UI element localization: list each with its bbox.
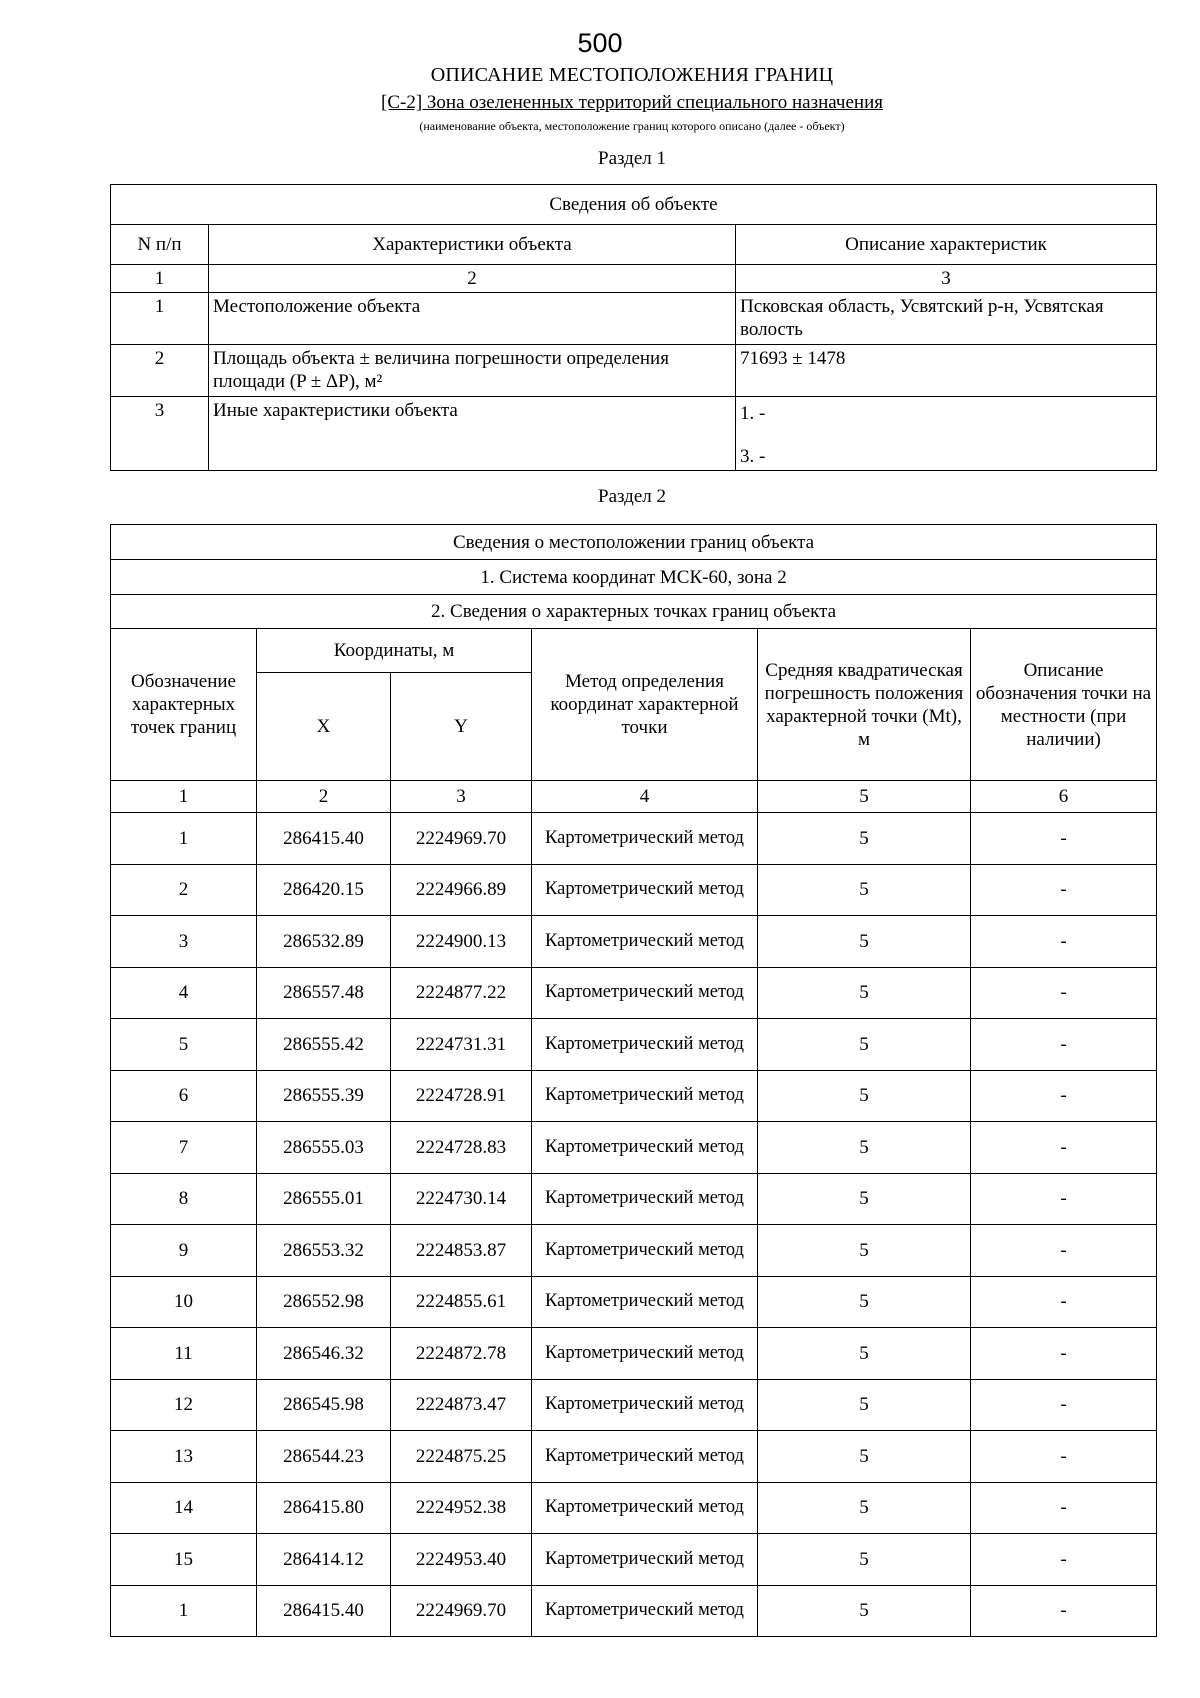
- header-number: N п/п: [111, 225, 209, 265]
- col-number: 3: [736, 265, 1157, 293]
- coord-x: 286555.39: [257, 1070, 391, 1122]
- point-number: 6: [111, 1070, 257, 1122]
- point-description: -: [971, 916, 1157, 968]
- coord-y: 2224875.25: [391, 1431, 532, 1483]
- coord-y: 2224953.40: [391, 1534, 532, 1586]
- mt-error: 5: [758, 1482, 971, 1534]
- point-description: -: [971, 1173, 1157, 1225]
- coord-x: 286553.32: [257, 1225, 391, 1277]
- point-description: -: [971, 1482, 1157, 1534]
- method: Картометрический метод: [532, 1122, 758, 1174]
- table-row: [111, 397, 1157, 471]
- point-description: -: [971, 1431, 1157, 1483]
- location-info-title: Сведения о местоположении границ объекта: [111, 525, 1157, 560]
- coordinate-system: 1. Система координат МСК-60, зона 2: [111, 560, 1157, 595]
- col-number: 1: [111, 265, 209, 293]
- mt-error: 5: [758, 813, 971, 865]
- method: Картометрический метод: [532, 1482, 758, 1534]
- coord-y: 2224728.83: [391, 1122, 532, 1174]
- method: Картометрический метод: [532, 1173, 758, 1225]
- coord-x: 286415.40: [257, 1585, 391, 1637]
- row-characteristic: Местоположение объекта: [209, 293, 736, 345]
- coord-y: 2224730.14: [391, 1173, 532, 1225]
- point-number: 5: [111, 1019, 257, 1071]
- point-description: -: [971, 1122, 1157, 1174]
- point-description: -: [971, 1276, 1157, 1328]
- method: Картометрический метод: [532, 1070, 758, 1122]
- coord-y: 2224966.89: [391, 864, 532, 916]
- coord-y: 2224952.38: [391, 1482, 532, 1534]
- method: Картометрический метод: [532, 967, 758, 1019]
- coord-y: 2224900.13: [391, 916, 532, 968]
- coord-x: 286546.32: [257, 1328, 391, 1380]
- description-line: 3. -: [740, 446, 766, 467]
- point-number: 8: [111, 1173, 257, 1225]
- coord-x: 286552.98: [257, 1276, 391, 1328]
- mt-error: 5: [758, 1328, 971, 1380]
- table-row: [111, 1534, 1157, 1586]
- point-number: 1: [111, 813, 257, 865]
- mt-error: 5: [758, 1070, 971, 1122]
- header-y: Y: [391, 673, 532, 781]
- mt-error: 5: [758, 1173, 971, 1225]
- header-description: Описание характеристик: [736, 225, 1157, 265]
- points-title: 2. Сведения о характерных точках границ объекта: [111, 595, 1157, 629]
- table-row: [111, 1225, 1157, 1277]
- table-row: [111, 345, 1157, 397]
- header-x: X: [257, 673, 391, 781]
- table-row: [111, 864, 1157, 916]
- method: Картометрический метод: [532, 1276, 758, 1328]
- mt-error: 5: [758, 967, 971, 1019]
- coord-y: 2224873.47: [391, 1379, 532, 1431]
- row-characteristic: Иные характеристики объекта: [209, 397, 736, 471]
- point-description: -: [971, 864, 1157, 916]
- row-number: 1: [111, 293, 209, 345]
- point-description: -: [971, 967, 1157, 1019]
- method: Картометрический метод: [532, 1534, 758, 1586]
- table-row: [111, 1379, 1157, 1431]
- coord-x: 286545.98: [257, 1379, 391, 1431]
- coord-y: 2224877.22: [391, 967, 532, 1019]
- col-number: 6: [971, 781, 1157, 813]
- coord-x: 286555.01: [257, 1173, 391, 1225]
- header-point-description: Описание обозначения точки на местности (при наличии): [971, 629, 1157, 781]
- point-number: 10: [111, 1276, 257, 1328]
- object-info-title: Сведения об объекте: [111, 185, 1157, 225]
- mt-error: 5: [758, 1122, 971, 1174]
- point-description: -: [971, 1225, 1157, 1277]
- object-info-table: [110, 184, 1157, 471]
- mt-error: 5: [758, 1225, 971, 1277]
- coord-x: 286555.03: [257, 1122, 391, 1174]
- table-row: [111, 1173, 1157, 1225]
- coord-y: 2224731.31: [391, 1019, 532, 1071]
- table-row: [111, 1431, 1157, 1483]
- header-characteristic: Характеристики объекта: [209, 225, 736, 265]
- method: Картометрический метод: [532, 864, 758, 916]
- method: Картометрический метод: [532, 916, 758, 968]
- row-characteristic: Площадь объекта ± величина погрешности определения площади (P ± ΔP), м²: [209, 345, 736, 397]
- page-number: 500: [577, 28, 623, 58]
- coord-x: 286415.40: [257, 813, 391, 865]
- header-coordinates: Координаты, м: [257, 629, 532, 673]
- mt-error: 5: [758, 1276, 971, 1328]
- coord-x: 286544.23: [257, 1431, 391, 1483]
- method: Картометрический метод: [532, 1585, 758, 1637]
- coord-x: 286557.48: [257, 967, 391, 1019]
- document-title: ОПИСАНИЕ МЕСТОПОЛОЖЕНИЯ ГРАНИЦ: [430, 64, 834, 86]
- header-method: Метод определения координат характерной точки: [532, 629, 758, 781]
- mt-error: 5: [758, 1534, 971, 1586]
- method: Картометрический метод: [532, 1225, 758, 1277]
- row-description: Псковская область, Усвятский р-н, Усвятская волость: [736, 293, 1157, 345]
- boundary-points-table: [110, 524, 1157, 1637]
- point-description: -: [971, 1070, 1157, 1122]
- section-1-label: Раздел 1: [598, 148, 666, 169]
- table-row: [111, 293, 1157, 345]
- coord-x: 286420.15: [257, 864, 391, 916]
- mt-error: 5: [758, 916, 971, 968]
- point-description: -: [971, 1379, 1157, 1431]
- col-number: 5: [758, 781, 971, 813]
- table-row: [111, 1019, 1157, 1071]
- point-number: 7: [111, 1122, 257, 1174]
- table-row: [111, 1585, 1157, 1637]
- section-2-label: Раздел 2: [598, 486, 666, 507]
- point-description: -: [971, 1328, 1157, 1380]
- table-row: [111, 916, 1157, 968]
- col-number: 1: [111, 781, 257, 813]
- point-description: -: [971, 1019, 1157, 1071]
- method: Картометрический метод: [532, 1431, 758, 1483]
- table-row: [111, 967, 1157, 1019]
- table-row: [111, 1276, 1157, 1328]
- mt-error: 5: [758, 1431, 971, 1483]
- coord-y: 2224969.70: [391, 1585, 532, 1637]
- coord-x: 286555.42: [257, 1019, 391, 1071]
- coord-y: 2224728.91: [391, 1070, 532, 1122]
- coord-y: 2224853.87: [391, 1225, 532, 1277]
- col-number: 3: [391, 781, 532, 813]
- mt-error: 5: [758, 864, 971, 916]
- mt-error: 5: [758, 1019, 971, 1071]
- point-number: 13: [111, 1431, 257, 1483]
- col-number: 2: [257, 781, 391, 813]
- mt-error: 5: [758, 1585, 971, 1637]
- method: Картометрический метод: [532, 813, 758, 865]
- method: Картометрический метод: [532, 1328, 758, 1380]
- table-row: [111, 813, 1157, 865]
- point-number: 2: [111, 864, 257, 916]
- point-description: -: [971, 1585, 1157, 1637]
- object-name-note: (наименование объекта, местоположение границ которого описано (далее - объект): [419, 119, 845, 133]
- method: Картометрический метод: [532, 1379, 758, 1431]
- table-row: [111, 1482, 1157, 1534]
- point-number: 11: [111, 1328, 257, 1380]
- col-number: 2: [209, 265, 736, 293]
- point-number: 9: [111, 1225, 257, 1277]
- col-number: 4: [532, 781, 758, 813]
- point-number: 12: [111, 1379, 257, 1431]
- point-number: 4: [111, 967, 257, 1019]
- row-number: 3: [111, 397, 209, 471]
- row-description: 71693 ± 1478: [736, 345, 1157, 397]
- point-number: 3: [111, 916, 257, 968]
- coord-x: 286415.80: [257, 1482, 391, 1534]
- header-error: Средняя квадратическая погрешность положения характерной точки (Mt), м: [758, 629, 971, 781]
- table-row: [111, 1070, 1157, 1122]
- coord-y: 2224872.78: [391, 1328, 532, 1380]
- point-description: -: [971, 813, 1157, 865]
- coord-y: 2224969.70: [391, 813, 532, 865]
- point-number: 1: [111, 1585, 257, 1637]
- row-number: 2: [111, 345, 209, 397]
- coord-x: 286532.89: [257, 916, 391, 968]
- description-line: 1. -: [740, 403, 766, 424]
- mt-error: 5: [758, 1379, 971, 1431]
- coord-x: 286414.12: [257, 1534, 391, 1586]
- point-number: 15: [111, 1534, 257, 1586]
- table-row: [111, 1122, 1157, 1174]
- coord-y: 2224855.61: [391, 1276, 532, 1328]
- point-number: 14: [111, 1482, 257, 1534]
- point-description: -: [971, 1534, 1157, 1586]
- table-row: [111, 1328, 1157, 1380]
- method: Картометрический метод: [532, 1019, 758, 1071]
- object-name: [С-2] Зона озелененных территорий специального назначения: [381, 92, 883, 113]
- row-description: [736, 397, 1157, 471]
- header-designation: Обозначение характерных точек границ: [111, 629, 257, 781]
